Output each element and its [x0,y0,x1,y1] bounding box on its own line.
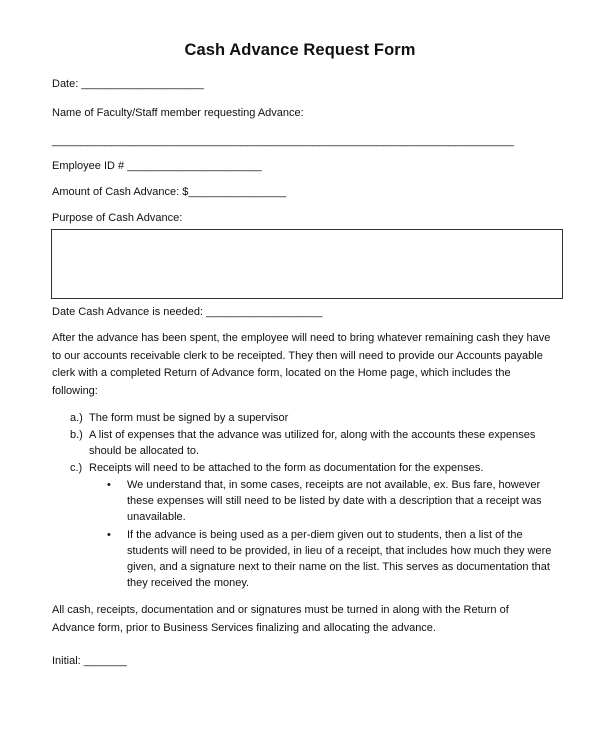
bullet-icon: • [107,529,111,541]
form-title: Cash Advance Request Form [184,41,416,59]
list-item: A list of expenses that the advance was utilized for, along with the accounts these expenses should be allocated to. [89,429,536,457]
list-marker: b.) [70,429,83,441]
list-item: Receipts will need to be attached to the form as documentation for the expenses. [89,462,484,474]
purpose-textbox[interactable] [51,229,563,299]
date-field[interactable]: Date: ____________________ [52,78,204,90]
amount-field[interactable]: Amount of Cash Advance: $________________ [52,186,287,198]
instructions-paragraph: After the advance has been spent, the employee will need to bring whatever remaining cash they have to our accounts receivable clerk to be receipted. They then will need to provide our Accounts payable clerk with a completed Return of Advance form, located on the Home page, which includes the following: [52,332,551,397]
list-item: The form must be signed by a supervisor [89,412,289,424]
name-field[interactable]: ______________________________________________________________________________ [52,135,514,147]
initial-field[interactable]: Initial: _______ [52,655,127,667]
date-needed-field[interactable]: Date Cash Advance is needed: ___________________ [52,306,323,318]
list-marker: c.) [70,462,83,474]
bullet-item: We understand that, in some cases, receipts are not available, ex. Bus fare, however these expenses will still need to be listed by date with a description that a receipt was unavailable. [127,479,542,523]
closing-paragraph: All cash, receipts, documentation and or signatures must be turned in along with the Return of Advance form, prior to Business Services finalizing and allocating the advance. [52,604,509,634]
bullet-icon: • [107,479,111,491]
bullet-item: If the advance is being used as a per-diem given out to students, then a list of the students will need to be provided, in lieu of a receipt, that includes how much they were given, and a signature next to their name on the list. This serves as documentation that they received the money. [127,529,552,589]
purpose-label: Purpose of Cash Advance: [52,212,183,224]
list-marker: a.) [70,412,83,424]
name-label: Name of Faculty/Staff member requesting Advance: [52,107,304,119]
employee-id-field[interactable]: Employee ID # ______________________ [52,160,262,172]
